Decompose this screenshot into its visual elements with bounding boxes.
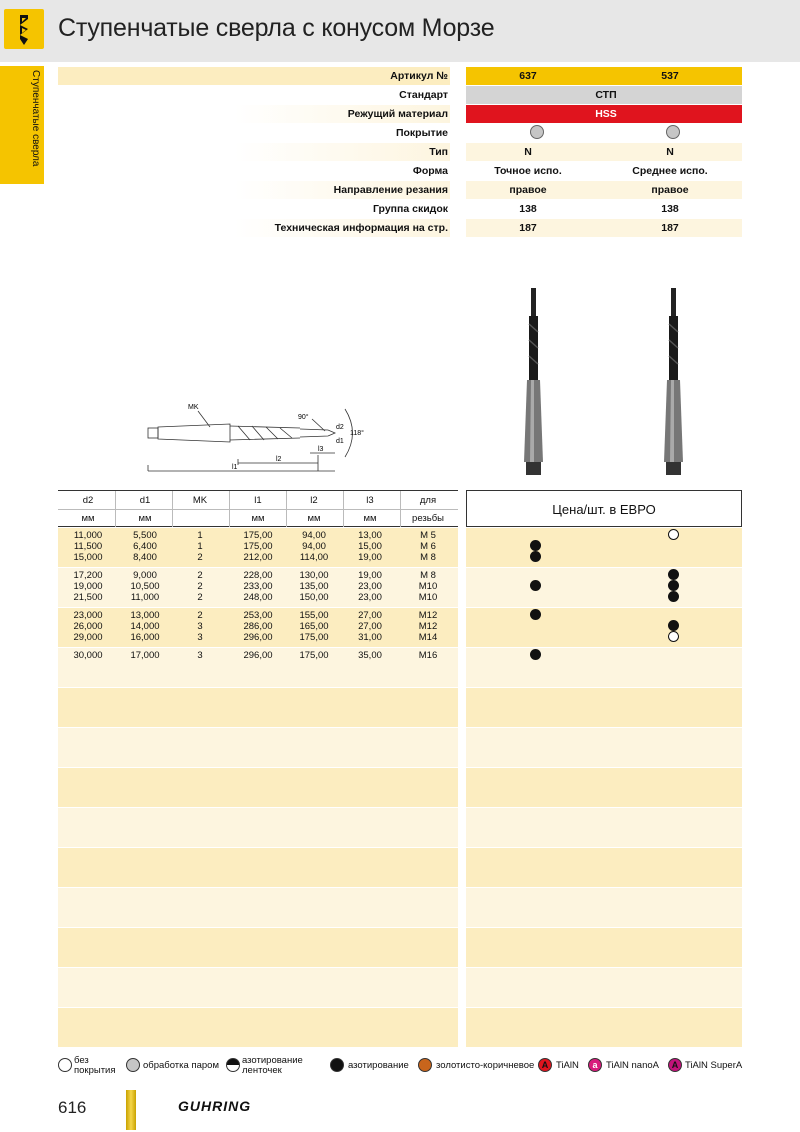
price-band bbox=[466, 648, 742, 687]
table-cell: 21,500 bbox=[73, 592, 103, 603]
prop-standard: Стандарт СТП bbox=[58, 86, 742, 105]
available-dot-icon[interactable] bbox=[668, 620, 679, 631]
table-cell: 29,000 bbox=[73, 632, 103, 643]
table-cell: 3 bbox=[197, 650, 203, 661]
row-band bbox=[58, 728, 458, 767]
table-row-group bbox=[58, 1008, 742, 1048]
table-cell: 175,00 bbox=[299, 650, 329, 661]
table-row-group bbox=[58, 568, 742, 608]
table-row[interactable] bbox=[58, 541, 458, 551]
table-cell: 114,00 bbox=[299, 552, 329, 563]
table-cell: 3 bbox=[197, 632, 203, 643]
coating-steam-icon bbox=[666, 125, 680, 139]
drawing-mk: MK bbox=[188, 404, 199, 411]
price-band bbox=[466, 688, 742, 727]
table-cell: 228,00 bbox=[243, 570, 273, 581]
table-cell: 2 bbox=[197, 610, 203, 621]
page-header bbox=[0, 0, 800, 62]
tialn-nano-icon: a bbox=[588, 1058, 602, 1072]
table-cell: 17,200 bbox=[73, 570, 103, 581]
drill-537-image bbox=[664, 288, 683, 475]
table-cell: 19,000 bbox=[73, 581, 103, 592]
table-row[interactable] bbox=[58, 552, 458, 562]
table-cell: M16 bbox=[418, 650, 438, 661]
table-row-group bbox=[58, 688, 742, 728]
table-cell: 23,00 bbox=[358, 581, 382, 592]
drill-icon bbox=[4, 9, 44, 49]
table-cell: 248,00 bbox=[243, 592, 273, 603]
price-band bbox=[466, 968, 742, 1007]
price-band bbox=[466, 888, 742, 927]
available-dot-icon[interactable] bbox=[530, 580, 541, 591]
price-header: Цена/шт. в ЕВРО bbox=[466, 490, 742, 527]
nitride-icon bbox=[330, 1058, 344, 1072]
table-cell: 19,00 bbox=[358, 552, 382, 563]
available-dot-icon[interactable] bbox=[530, 540, 541, 551]
table-row-group bbox=[58, 648, 742, 688]
table-row-group bbox=[58, 608, 742, 648]
table-cell: 23,00 bbox=[358, 592, 382, 603]
properties-table bbox=[58, 67, 742, 238]
drill-637-image bbox=[524, 288, 543, 475]
table-cell: 19,00 bbox=[358, 570, 382, 581]
table-cell: 286,00 bbox=[243, 621, 273, 632]
row-band bbox=[58, 968, 458, 1007]
price-band bbox=[466, 728, 742, 767]
table-cell: 30,000 bbox=[73, 650, 103, 661]
row-band bbox=[58, 888, 458, 927]
svg-text:l1: l1 bbox=[232, 464, 238, 471]
table-cell: 2 bbox=[197, 592, 203, 603]
table-cell: 155,00 bbox=[299, 610, 329, 621]
table-row[interactable] bbox=[58, 570, 458, 580]
table-cell: 296,00 bbox=[243, 650, 273, 661]
gold-brown-icon bbox=[418, 1058, 432, 1072]
uncoated-icon bbox=[58, 1058, 72, 1072]
table-cell: 15,000 bbox=[73, 552, 103, 563]
prop-material: Режущий материал HSS bbox=[58, 105, 742, 124]
tech-info-link[interactable]: 187 bbox=[661, 222, 679, 234]
prop-coating: Покрытие bbox=[58, 124, 742, 143]
table-row-group bbox=[58, 808, 742, 848]
row-band bbox=[58, 808, 458, 847]
prop-type: Тип N N bbox=[58, 143, 742, 162]
table-cell: 13,000 bbox=[130, 610, 160, 621]
dimensions-table-header: d2 d1 MK l1 l2 l3 для мм мм мм мм мм резьбы bbox=[58, 490, 458, 527]
prop-direction: Направление резания правое правое bbox=[58, 181, 742, 200]
table-cell: M10 bbox=[418, 592, 438, 603]
table-row[interactable] bbox=[58, 650, 458, 660]
table-cell: 31,00 bbox=[358, 632, 382, 643]
available-dot-icon[interactable] bbox=[530, 551, 541, 562]
table-cell: 17,000 bbox=[130, 650, 160, 661]
table-cell: 5,500 bbox=[133, 530, 157, 541]
coating-legend: без покрытия обработка паром азотирование ленточек азотирование золотисто-коричневое A TiAlN a TiAlN nanoA A TiAlN SuperA bbox=[56, 1054, 746, 1076]
table-cell: M 6 bbox=[420, 541, 436, 552]
available-dot-icon[interactable] bbox=[530, 649, 541, 660]
table-cell: 2 bbox=[197, 570, 203, 581]
available-dot-icon[interactable] bbox=[668, 569, 679, 580]
footer-accent-bar bbox=[126, 1090, 136, 1130]
price-band bbox=[466, 1008, 742, 1047]
table-row-group bbox=[58, 728, 742, 768]
drill-technical-drawing bbox=[140, 395, 370, 480]
available-dot-icon[interactable] bbox=[668, 580, 679, 591]
table-cell: M12 bbox=[418, 621, 438, 632]
table-cell: 296,00 bbox=[243, 632, 273, 643]
tialn-icon: A bbox=[538, 1058, 552, 1072]
svg-text:d2: d2 bbox=[336, 424, 344, 431]
price-band bbox=[466, 528, 742, 567]
table-cell: 94,00 bbox=[302, 530, 326, 541]
table-row-group bbox=[58, 888, 742, 928]
table-cell: M12 bbox=[418, 610, 438, 621]
table-cell: 150,00 bbox=[299, 592, 329, 603]
table-cell: 8,400 bbox=[133, 552, 157, 563]
row-band bbox=[58, 768, 458, 807]
table-cell: 253,00 bbox=[243, 610, 273, 621]
table-cell: 3 bbox=[197, 621, 203, 632]
table-cell: 94,00 bbox=[302, 541, 326, 552]
table-cell: M10 bbox=[418, 581, 438, 592]
price-band bbox=[466, 848, 742, 887]
table-cell: 11,000 bbox=[130, 592, 160, 603]
table-cell: M14 bbox=[418, 632, 438, 643]
table-cell: 1 bbox=[197, 541, 203, 552]
side-tab-label: Ступенчатые сверла bbox=[30, 70, 41, 167]
table-cell: 175,00 bbox=[299, 632, 329, 643]
table-cell: M 8 bbox=[420, 570, 436, 581]
table-cell: 135,00 bbox=[299, 581, 329, 592]
tialn-super-icon: A bbox=[668, 1058, 682, 1072]
table-cell: 212,00 bbox=[243, 552, 273, 563]
prop-tech-info: Техническая информация на стр. 187 187 bbox=[58, 219, 742, 238]
table-cell: 27,00 bbox=[358, 621, 382, 632]
table-row[interactable] bbox=[58, 592, 458, 602]
strip-nitride-icon bbox=[226, 1058, 240, 1072]
coating-steam-icon bbox=[530, 125, 544, 139]
available-dot-icon[interactable] bbox=[530, 609, 541, 620]
prop-form: Форма Точное испо. Среднее испо. bbox=[412, 165, 708, 177]
table-cell: 9,000 bbox=[133, 570, 157, 581]
available-dot-icon[interactable] bbox=[668, 591, 679, 602]
table-cell: 23,000 bbox=[73, 610, 103, 621]
table-row-group bbox=[58, 848, 742, 888]
table-cell: 35,00 bbox=[358, 650, 382, 661]
price-band bbox=[466, 808, 742, 847]
table-cell: M 5 bbox=[420, 530, 436, 541]
table-cell: 13,00 bbox=[358, 530, 382, 541]
table-cell: M 8 bbox=[420, 552, 436, 563]
table-row[interactable] bbox=[58, 581, 458, 591]
table-cell: 130,00 bbox=[299, 570, 329, 581]
dimensions-table-body bbox=[58, 528, 742, 1048]
price-band bbox=[466, 608, 742, 647]
table-cell: 233,00 bbox=[243, 581, 273, 592]
svg-text:d1: d1 bbox=[336, 438, 344, 445]
prop-article: Артикул № 637 537 bbox=[58, 67, 742, 86]
side-tab[interactable] bbox=[0, 66, 44, 184]
prop-discount: Группа скидок 138 138 bbox=[373, 203, 679, 215]
row-band bbox=[58, 848, 458, 887]
page-title: Ступенчатые сверла с конусом Морзе bbox=[58, 14, 495, 42]
price-band bbox=[466, 928, 742, 967]
svg-text:90°: 90° bbox=[298, 414, 309, 421]
table-cell: 15,00 bbox=[358, 541, 382, 552]
table-cell: 14,000 bbox=[130, 621, 160, 632]
tech-info-link[interactable]: 187 bbox=[519, 222, 537, 234]
table-row[interactable] bbox=[58, 610, 458, 620]
table-cell: 165,00 bbox=[299, 621, 329, 632]
article-637[interactable]: 637 bbox=[519, 70, 537, 82]
article-537[interactable]: 537 bbox=[661, 70, 679, 82]
svg-text:l3: l3 bbox=[318, 446, 324, 453]
price-band bbox=[466, 568, 742, 607]
table-cell: 1 bbox=[197, 530, 203, 541]
table-row[interactable] bbox=[58, 530, 458, 540]
row-band bbox=[58, 1008, 458, 1047]
table-row-group bbox=[58, 968, 742, 1008]
table-cell: 175,00 bbox=[243, 541, 273, 552]
table-cell: 175,00 bbox=[243, 530, 273, 541]
page-number: 616 bbox=[58, 1098, 87, 1117]
table-cell: 6,400 bbox=[133, 541, 157, 552]
table-row-group bbox=[58, 528, 742, 568]
row-band bbox=[58, 928, 458, 967]
table-row-group bbox=[58, 768, 742, 808]
table-row[interactable] bbox=[58, 621, 458, 631]
table-cell: 11,500 bbox=[73, 541, 103, 552]
table-cell: 26,000 bbox=[73, 621, 103, 632]
svg-text:118°: 118° bbox=[350, 430, 364, 437]
table-cell: 16,000 bbox=[130, 632, 160, 643]
table-cell: 2 bbox=[197, 581, 203, 592]
on-request-circle-icon[interactable] bbox=[668, 631, 679, 642]
on-request-circle-icon[interactable] bbox=[668, 529, 679, 540]
table-cell: 27,00 bbox=[358, 610, 382, 621]
table-row[interactable] bbox=[58, 632, 458, 642]
table-cell: 2 bbox=[197, 552, 203, 563]
svg-text:l2: l2 bbox=[276, 456, 282, 463]
price-band bbox=[466, 768, 742, 807]
table-cell: 11,000 bbox=[73, 530, 103, 541]
steam-treated-icon bbox=[126, 1058, 140, 1072]
table-cell: 10,500 bbox=[130, 581, 160, 592]
product-images bbox=[505, 280, 705, 480]
row-band bbox=[58, 688, 458, 727]
table-row-group bbox=[58, 928, 742, 968]
brand-logo: GUHRING bbox=[178, 1098, 252, 1114]
